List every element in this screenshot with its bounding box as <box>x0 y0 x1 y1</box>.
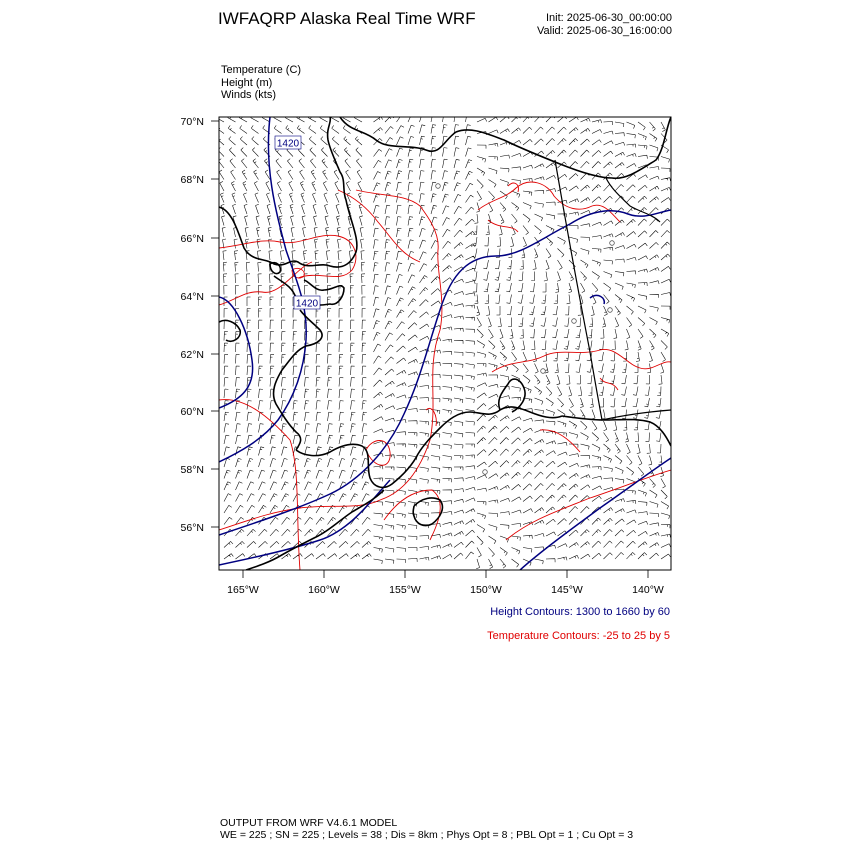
plot-title: IWFAQRP Alaska Real Time WRF <box>218 9 476 28</box>
lat-label: 70°N <box>180 116 204 128</box>
height-contour-legend: Height Contours: 1300 to 1660 by 60 <box>490 606 670 618</box>
footer-model: OUTPUT FROM WRF V4.6.1 MODEL <box>220 817 398 829</box>
lat-label: 58°N <box>180 464 204 476</box>
temperature-contour <box>426 408 436 426</box>
lat-axis <box>211 121 219 527</box>
height-contour <box>219 210 671 535</box>
temperature-contour <box>540 430 580 452</box>
wind-barbs <box>216 113 671 568</box>
height-contour <box>590 296 604 304</box>
lat-label: 60°N <box>180 406 204 418</box>
coastline-island <box>219 320 240 341</box>
station-markers <box>436 184 615 475</box>
lon-label: 145°W <box>551 584 583 596</box>
lat-label: 56°N <box>180 522 204 534</box>
field-temperature: Temperature (C) <box>221 64 302 76</box>
coastline-north <box>340 117 671 178</box>
station-marker <box>483 470 488 475</box>
station-marker <box>541 369 546 374</box>
lat-label: 62°N <box>180 349 204 361</box>
station-marker <box>436 184 441 189</box>
footer-config: WE = 225 ; SN = 225 ; Levels = 38 ; Dis = 8km ; Phys Opt = 8 ; PBL Opt = 1 ; Cu Opt = 3 <box>220 829 634 841</box>
field-height: Height (m) <box>221 76 273 89</box>
station-marker <box>572 319 577 324</box>
contour-label: 1420 <box>295 298 319 310</box>
valid-time: Valid: 2025-06-30_16:00:00 <box>537 25 672 37</box>
lon-label: 150°W <box>470 584 502 596</box>
height-contour <box>219 480 390 565</box>
temperature-contour-legend: Temperature Contours: -25 to 25 by 5 <box>487 630 670 642</box>
wind-barb-set <box>216 113 671 568</box>
temperature-contour <box>219 400 300 570</box>
lat-label: 68°N <box>180 174 204 186</box>
model-footer <box>220 817 633 841</box>
temperature-contour <box>219 235 356 278</box>
lat-label: 66°N <box>180 233 204 245</box>
lon-axis <box>243 570 648 578</box>
lon-label: 155°W <box>389 584 421 596</box>
station-marker <box>608 308 613 313</box>
station-marker <box>610 241 615 246</box>
field-winds: Winds (kts) <box>221 89 276 101</box>
height-contour <box>520 458 671 570</box>
lat-label: 64°N <box>180 291 204 303</box>
init-time: Init: 2025-06-30_00:00:00 <box>546 12 672 24</box>
coastline-bristol <box>296 407 562 487</box>
lon-label: 140°W <box>632 584 664 596</box>
temperature-contour <box>492 349 671 372</box>
contour-label: 1420 <box>276 138 300 150</box>
lon-label: 165°W <box>227 584 259 596</box>
lon-label: 160°W <box>308 584 340 596</box>
temperature-contour <box>506 470 671 540</box>
temperature-contour <box>478 182 620 222</box>
